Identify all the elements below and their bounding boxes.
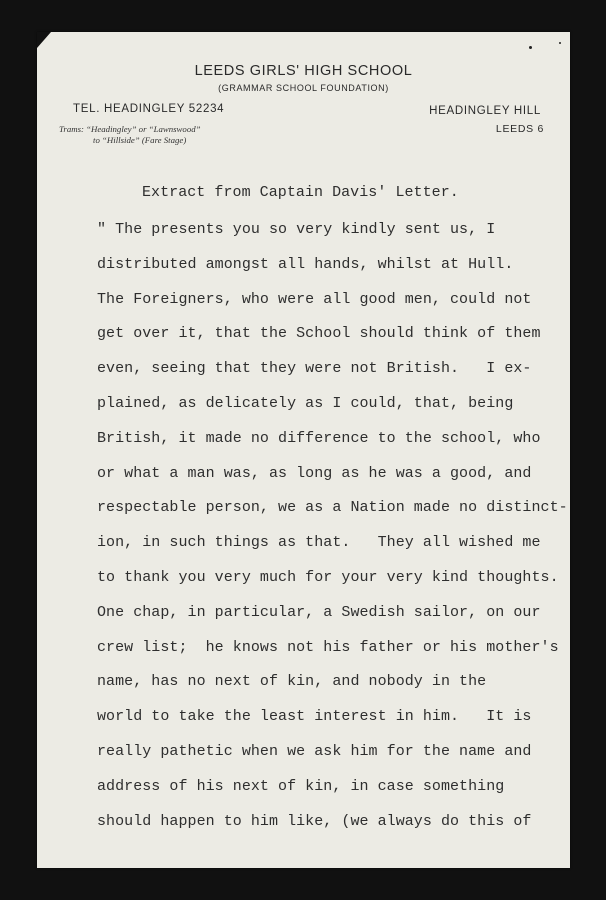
letter-body [97, 220, 567, 846]
letter-line: even, seeing that they were not British. I ex- [97, 360, 532, 378]
letter-page [37, 32, 570, 868]
ink-dot [559, 42, 561, 44]
trams-directions [59, 124, 201, 145]
letter-line: address of his next of kin, in case something [97, 777, 505, 795]
letter-line: really pathetic when we ask him for the name and [97, 742, 532, 760]
letter-line: name, has no next of kin, and nobody in the [97, 673, 487, 691]
address-line-1: HEADINGLEY HILL [429, 105, 541, 117]
school-name: LEEDS GIRLS' HIGH SCHOOL [194, 63, 413, 79]
letter-heading: Extract from Captain Davis' Letter. [142, 184, 459, 201]
letter-line: get over it, that the School should think of them [97, 325, 541, 343]
trams-line-1: Trams: “Headingley” or “Lawnswood” [59, 124, 201, 134]
letter-line: crew list; he knows not his father or his mother's [97, 638, 559, 656]
letter-line: respectable person, we as a Nation made no distinct- [97, 499, 568, 517]
trams-line-2: to “Hillside” (Fare Stage) [93, 134, 187, 145]
letter-line: " The presents you so very kindly sent us, I [97, 221, 496, 238]
letter-line: plained, as delicately as I could, that, being [97, 394, 514, 412]
letter-line: world to take the least interest in him. It is [97, 708, 532, 726]
letter-line: or what a man was, as long as he was a good, and [97, 464, 532, 482]
school-foundation: (GRAMMAR SCHOOL FOUNDATION) [218, 83, 389, 93]
telephone-number: TEL. HEADINGLEY 52234 [73, 103, 225, 115]
letter-line: One chap, in particular, a Swedish sailor, on our [97, 603, 541, 621]
letter-line: The Foreigners, who were all good men, could not [97, 290, 532, 308]
letter-line: British, it made no difference to the school, who [97, 429, 541, 447]
ink-dot [529, 46, 532, 49]
address-line-2: LEEDS 6 [495, 123, 544, 135]
torn-corner [37, 32, 51, 48]
letter-line: distributed amongst all hands, whilst at Hull. [97, 255, 514, 273]
letter-line: ion, in such things as that. They all wished me [97, 534, 541, 552]
letter-line: to thank you very much for your very kind thoughts. [97, 568, 559, 586]
letter-line: should happen to him like, (we always do this of [97, 812, 532, 830]
